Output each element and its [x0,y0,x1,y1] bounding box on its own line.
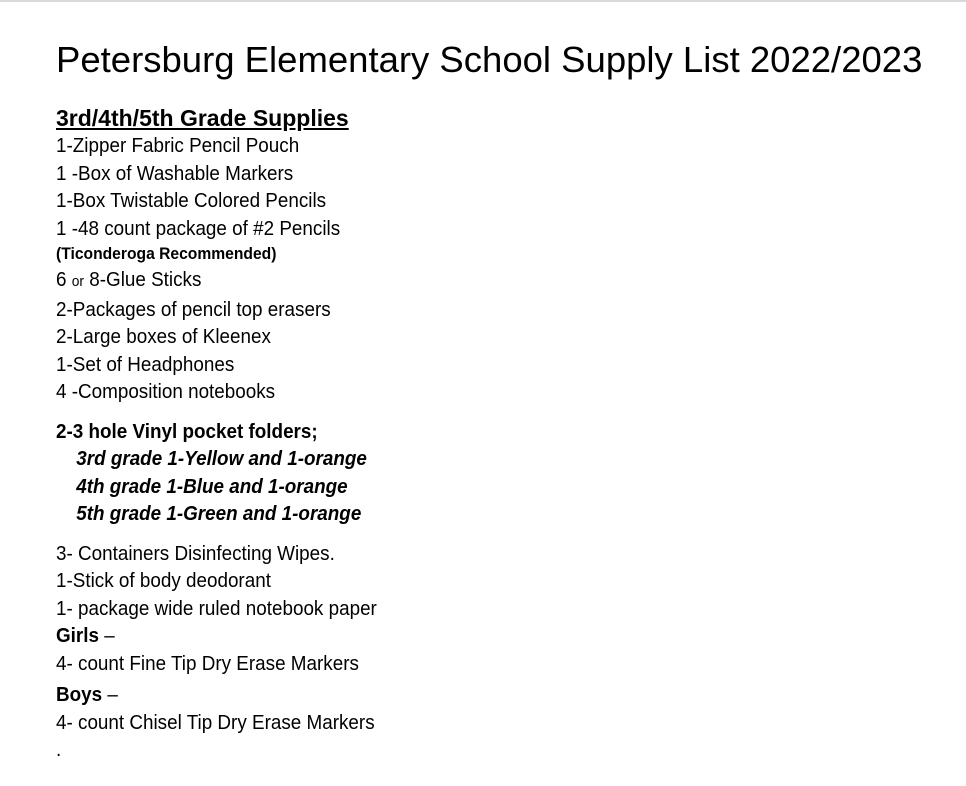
supply-list-part3 [56,540,956,623]
boys-label: Boys [56,683,103,706]
girls-item: 4- count Fine Tip Dry Erase Markers [56,651,359,675]
list-item: 4 -Composition notebooks [56,380,276,403]
list-item: 1-Zipper Fabric Pencil Pouch [56,134,300,157]
section-heading: 3rd/4th/5th Grade Supplies [56,105,349,131]
boys-dash: – [102,683,118,706]
list-item: 1 -Box of Washable Markers [56,161,294,185]
folder-grade-item: 5th grade 1-Green and 1-orange [76,502,362,525]
glue-count-a: 6 [56,268,72,291]
glue-rest: 8-Glue Sticks [84,268,202,291]
list-item: 3- Containers Disinfecting Wipes. [56,541,335,565]
folders-heading: 2-3 hole Vinyl pocket folders; [56,419,318,443]
list-item: 1-Set of Headphones [56,352,235,376]
folder-grade-item: 4th grade 1-Blue and 1-orange [76,474,348,498]
boys-item: 4- count Chisel Tip Dry Erase Markers [56,710,375,734]
list-item-glue-sticks [56,266,884,296]
girls-dash: – [98,624,115,647]
boys-heading [56,681,884,709]
list-item: 2-Large boxes of Kleenex [56,325,271,348]
list-item: 1- package wide ruled notebook paper [56,596,377,620]
list-item: 1-Box Twistable Colored Pencils [56,189,327,212]
supply-list-part2 [56,296,956,406]
folders-grade-list [56,445,956,528]
glue-or-word: or [71,273,85,290]
trailing-dot: . [56,738,62,761]
girls-label: Girls [56,624,99,647]
top-border [0,0,966,2]
pencil-brand-note: (Ticonderoga Recommended) [56,244,277,263]
page-title: Petersburg Elementary School Supply List 2022/2023 [56,39,923,80]
folder-grade-item: 3rd grade 1-Yellow and 1-orange [76,447,367,470]
list-item: 1-Stick of body deodorant [56,569,271,592]
girls-heading [56,622,884,650]
supply-list-document [56,38,956,764]
list-item: 1 -48 count package of #2 Pencils [56,216,341,240]
list-item: 2-Packages of pencil top erasers [56,297,331,321]
supply-list-part1 [56,132,956,242]
